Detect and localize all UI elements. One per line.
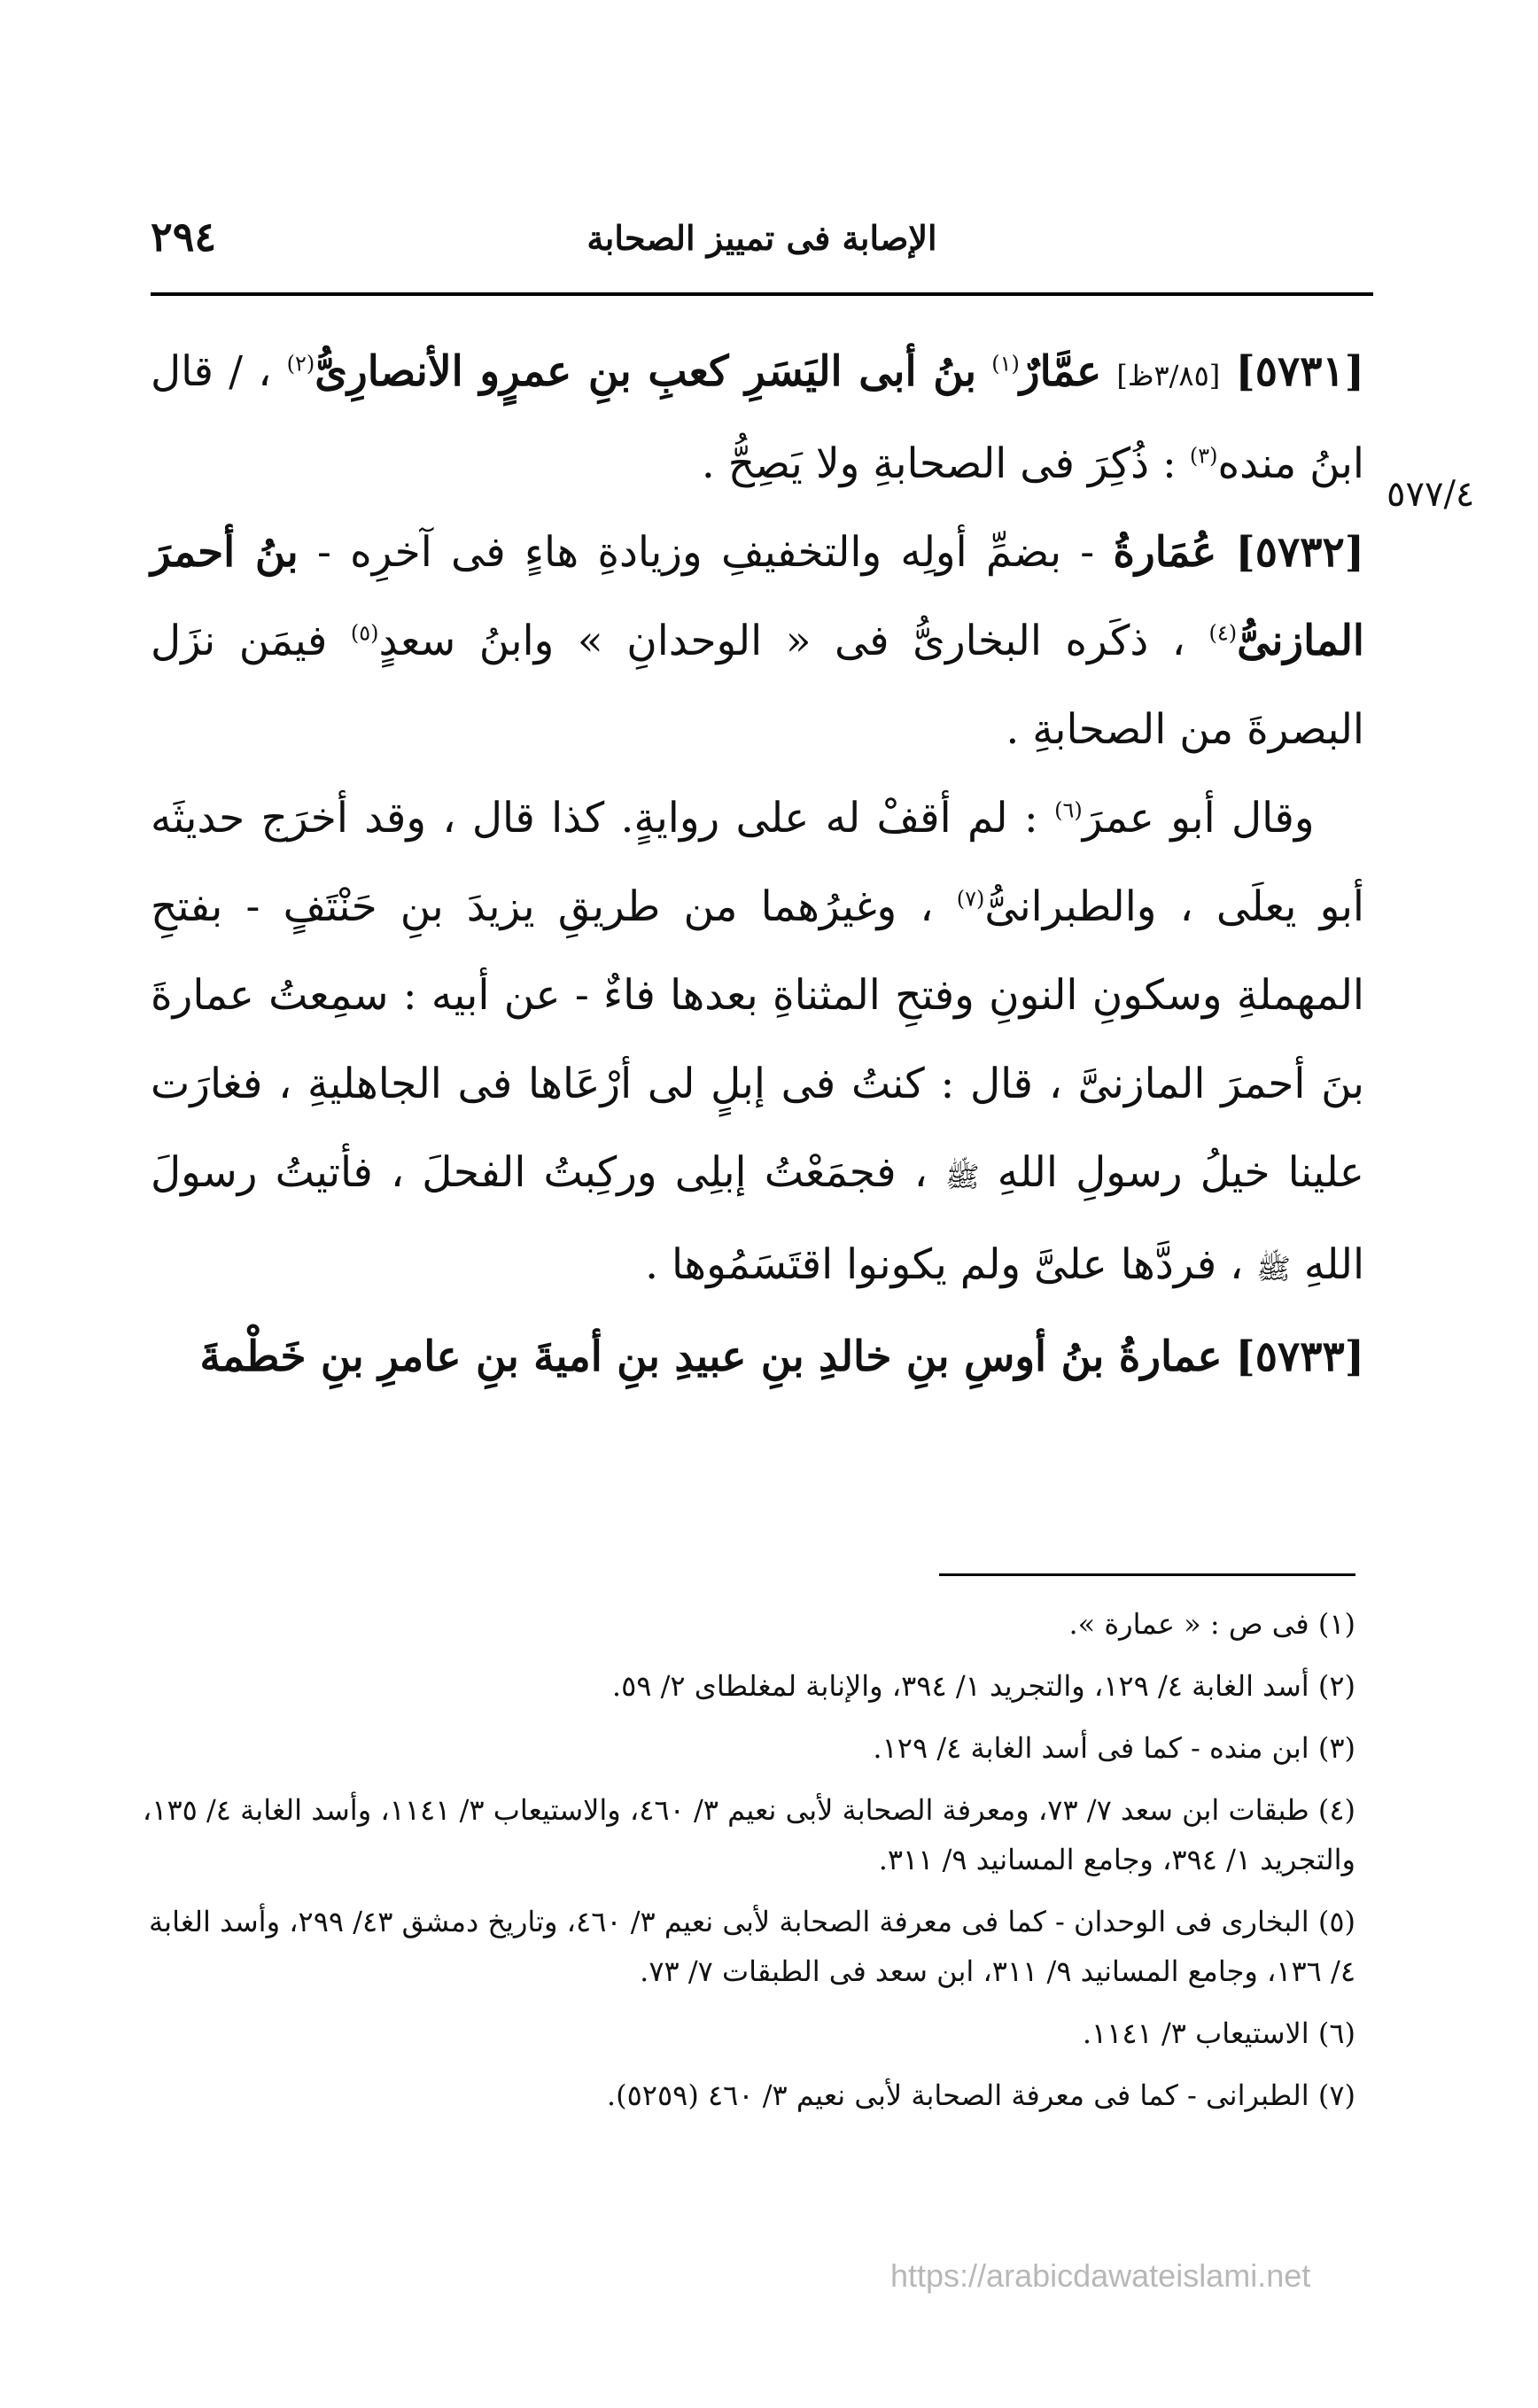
- footnote: (١) فى ص : « عمارة ».: [1068, 1607, 1355, 1641]
- entry-text: ، / قال ابنُ منده: [151, 347, 1364, 488]
- entry-5733: [151, 1313, 1364, 1402]
- footnote-marker: (٤): [1208, 620, 1238, 646]
- entry-name: عمَّارٌ: [1019, 347, 1102, 396]
- paragraph-text: وقال أبو عمرَ: [1082, 794, 1315, 843]
- watermark-url: https://arabicdawateislami.net: [890, 2257, 1311, 2294]
- footnote-marker: (١): [991, 351, 1020, 377]
- entry-number: [٥٧٣٣]: [1235, 1332, 1364, 1381]
- entry-name: عُمَارةُ: [1113, 528, 1217, 577]
- footnote-marker: (٥): [350, 620, 379, 646]
- honorific-glyph: ﷺ: [945, 1160, 980, 1193]
- header-divider: [151, 292, 1373, 296]
- entry-text: ، ذكَره البخارىُّ فى « الوحدانِ » وابنُ سعدٍ: [378, 617, 1185, 665]
- entry-5732: [151, 509, 1364, 774]
- footnote: (٢) أسد الغابة ٤/ ١٢٩، والتجريد ١/ ٣٩٤، والإنابة لمغلطاى ٢/ ٥٩.: [611, 1669, 1355, 1703]
- margin-reference: ٥٧٧/٤: [1387, 474, 1475, 515]
- main-text: [151, 328, 1364, 1402]
- footnotes: [133, 1599, 1355, 2132]
- entry-text: - بضمِّ أولِه والتخفيفِ وزيادةِ هاءٍ فى آخرِه -: [317, 528, 1095, 577]
- entry-text: : ذُكِرَ فى الصحابةِ ولا يَصِحُّ .: [701, 439, 1177, 488]
- entry-lineage: بنُ أحمرَ المازنىُّ: [151, 528, 1364, 665]
- footnote-divider: [939, 1573, 1355, 1576]
- footnote: (٤) طبقات ابن سعد ٧/ ٧٣، ومعرفة الصحابة لأبى نعيم ٣/ ٤٦٠، والاستيعاب ٣/ ١١٤١، وأسد الغابة ٤/ ١٣٥، والتجريد ١/ ٣٩٤، وجامع المسانيد ٩/ ٣١١.: [142, 1793, 1355, 1876]
- footnote-marker: (٢): [286, 351, 315, 377]
- page-header: [151, 213, 1373, 275]
- paragraph-text: ، فجمَعْتُ إبلِى وركِبتُ الفحلَ ، فأتيتُ رسولَ اللهِ: [151, 1148, 1364, 1289]
- footnote-marker: (٧): [956, 886, 985, 912]
- entry-number: [٥٧٣٢]: [1235, 528, 1364, 577]
- footnote-marker: (٣): [1189, 443, 1218, 469]
- entry-text: فيمَن نزَل البصرةَ من الصحابةِ .: [151, 617, 1364, 754]
- footnote: (٥) البخارى فى الوحدان - كما فى معرفة الصحابة لأبى نعيم ٣/ ٤٦٠، وتاريخ دمشق ٤٣/ ٢٩٩، وأسد الغابة ٤/ ١٣٦، وجامع المسانيد ٩/ ٣١١، ابن سعد فى الطبقات ٧/ ٧٣.: [149, 1905, 1355, 1988]
- honorific-glyph: ﷺ: [1256, 1252, 1291, 1286]
- manuscript-ref: [٣/٨٥ظ]: [1116, 359, 1221, 392]
- entry-5731: [151, 328, 1364, 509]
- paragraph-text: : لم أقفْ له على روايةٍ. كذا قال ، وقد أخرَج حديثَه أبو يعلَى ، والطبرانىُّ: [151, 794, 1364, 931]
- entry-lineage: بنُ أبى اليَسَرِ كعبِ بنِ عمرٍو الأنصارِىُّ: [315, 347, 977, 396]
- entry-name: عمارةُ بنُ أوسِ بنِ خالدِ بنِ عبيدِ بنِ أميةَ بنِ عامرِ بنِ خَطْمةَ: [199, 1332, 1223, 1381]
- paragraph-text: ، وغيرُهما من طريقِ يزيدَ بنِ حَنْتَفٍ - بفتحِ المهملةِ وسكونِ النونِ وفتحِ المثناةِ بعدها فاءٌ - عن أبيه : سمِعتُ عمارةَ بنَ أحمرَ المازنىَّ ، قال : كنتُ فى إبلٍ لى أرْعَاها فى الجاهليةِ ، فغارَت علينا خيلُ رسولِ اللهِ: [151, 882, 1364, 1197]
- footnote: (٣) ابن منده - كما فى أسد الغابة ٤/ ١٢٩.: [873, 1731, 1355, 1765]
- book-title: الإصابة فى تمييز الصحابة: [586, 218, 937, 258]
- paragraph: [151, 774, 1364, 1313]
- footnote: (٧) الطبرانى - كما فى معرفة الصحابة لأبى نعيم ٣/ ٤٦٠ (٥٢٥٩).: [606, 2078, 1355, 2112]
- entry-number: [٥٧٣١]: [1235, 347, 1364, 396]
- footnote-marker: (٦): [1054, 797, 1083, 823]
- paragraph-text: ، فردَّها علىَّ ولم يكونوا اقتَسَمُوها .: [645, 1240, 1244, 1289]
- page-number: ٢٩٤: [151, 213, 217, 260]
- footnote: (٦) الاستيعاب ٣/ ١١٤١.: [1082, 2016, 1355, 2050]
